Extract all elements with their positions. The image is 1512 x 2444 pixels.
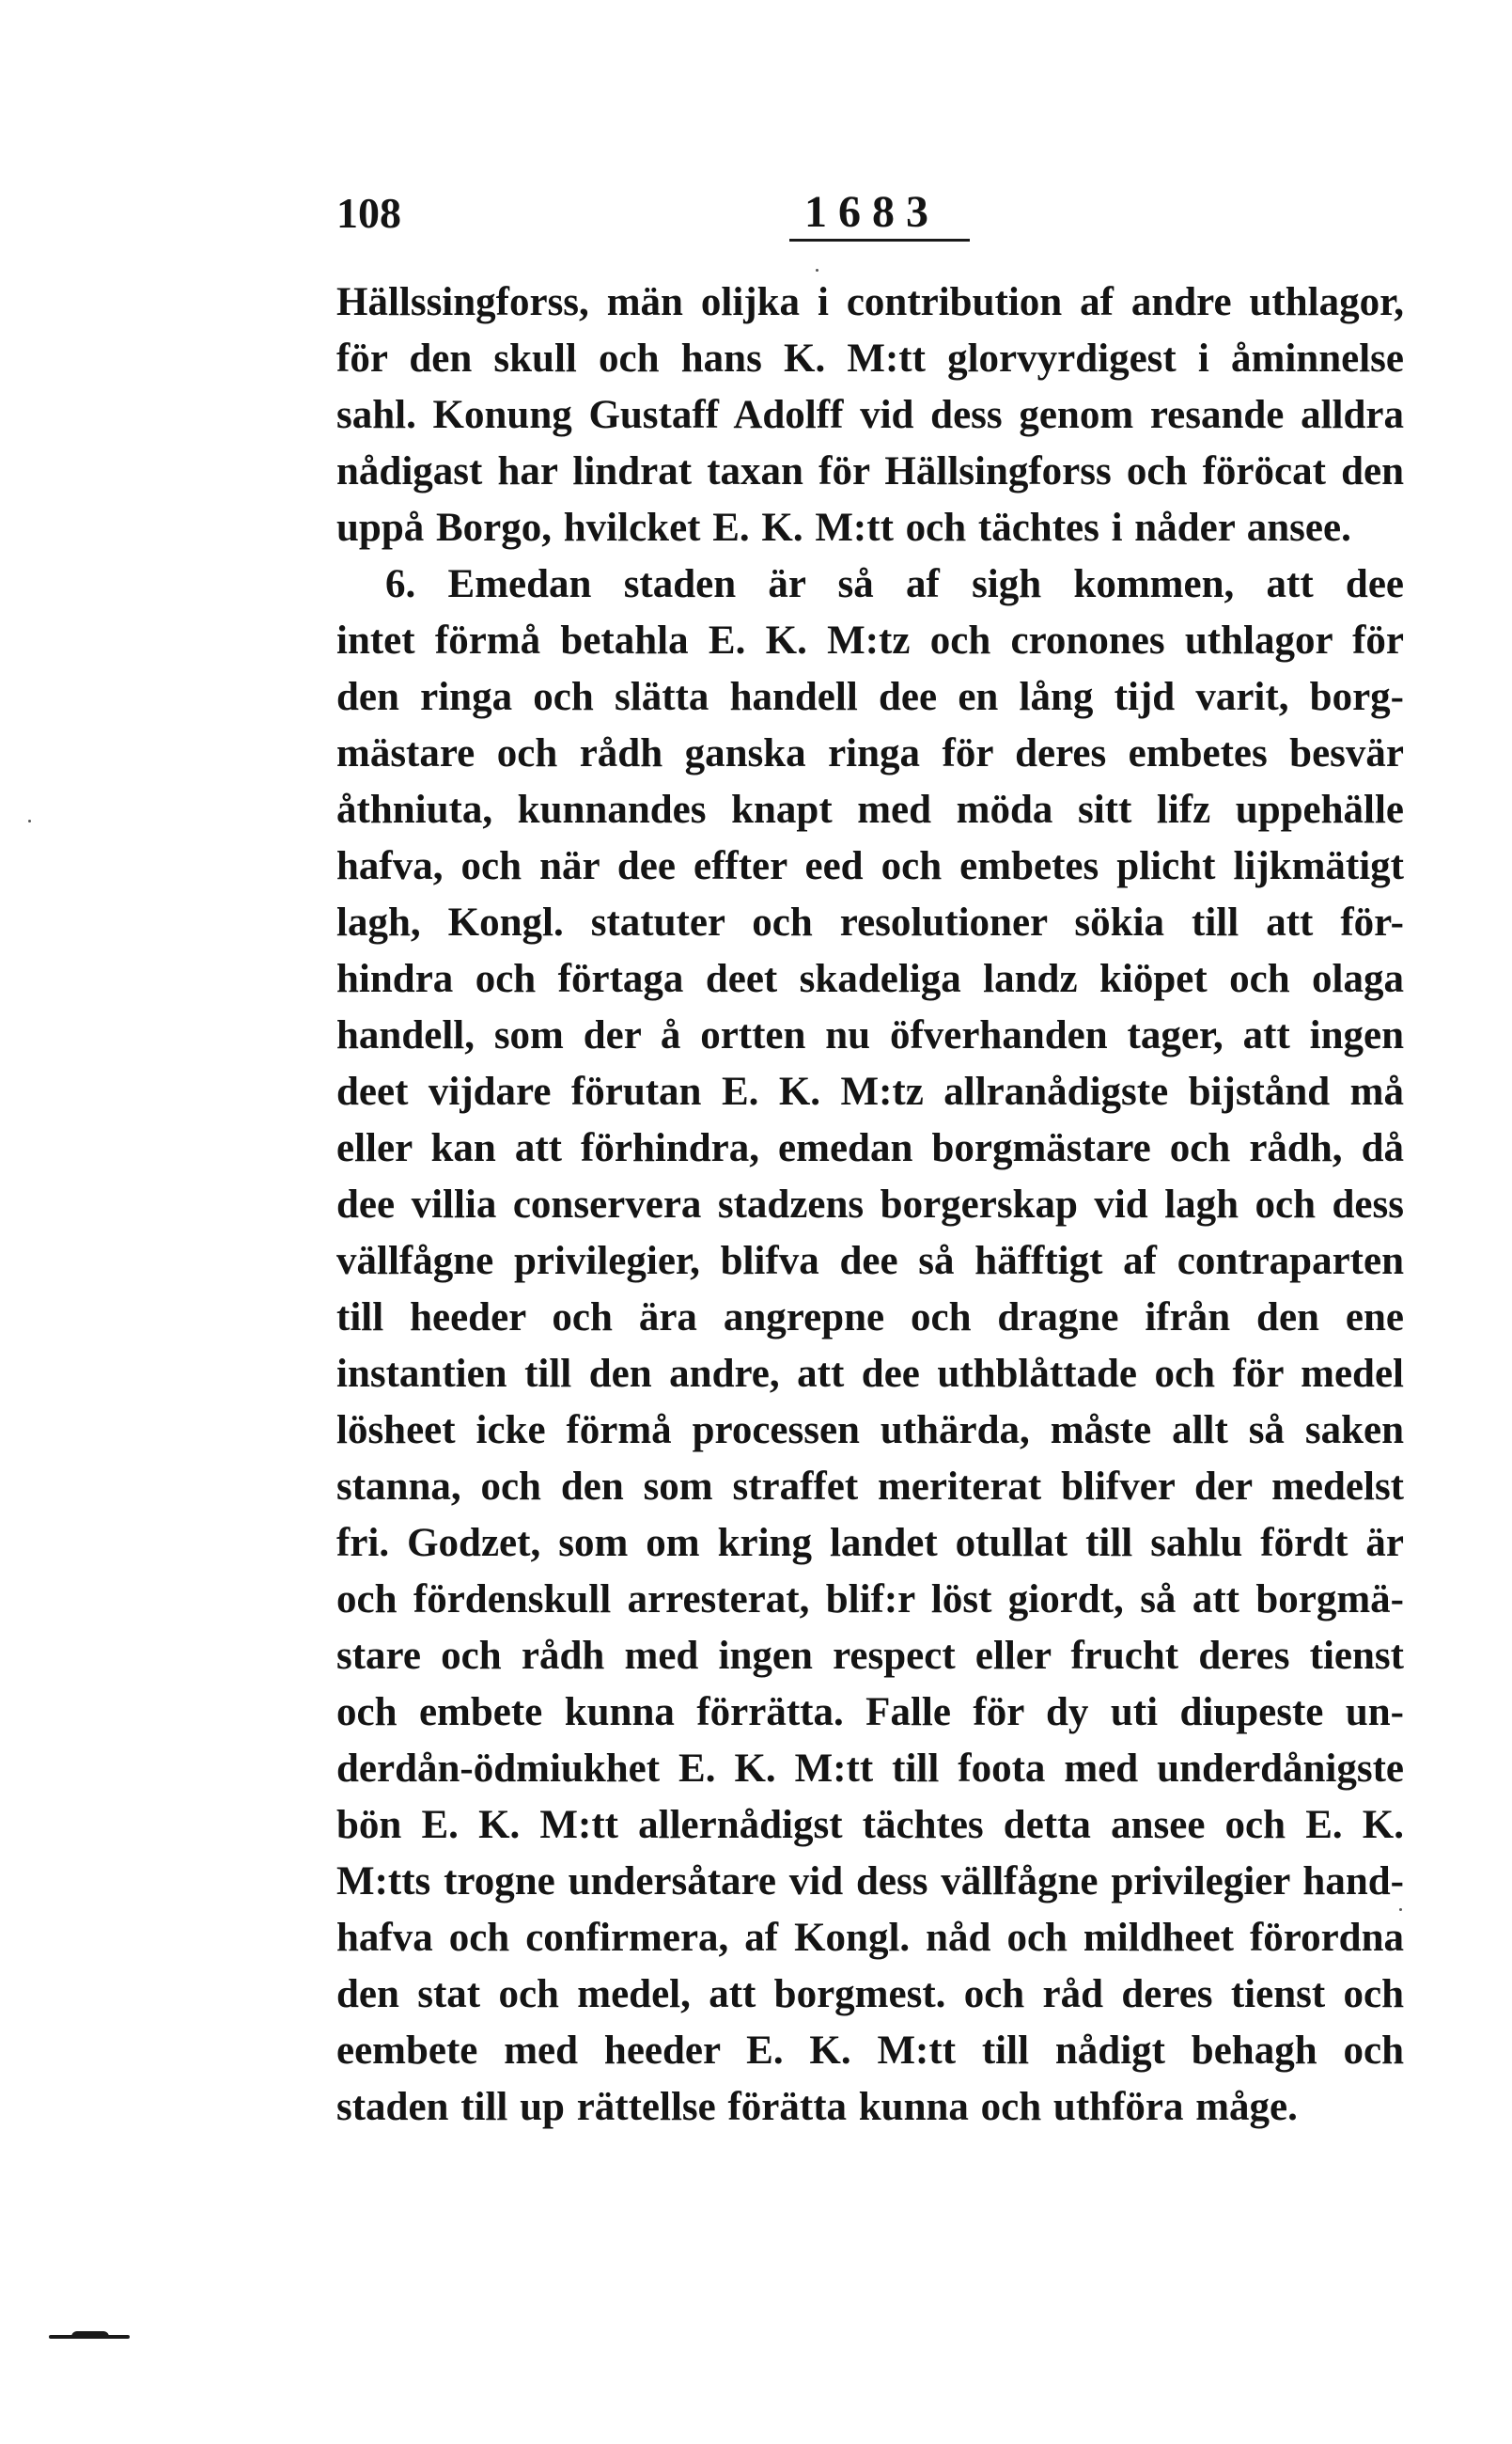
- text-line: hindra och förtaga deet skadeliga landz kiöpet och olaga: [336, 957, 1404, 1001]
- text-line: 6. Emedan staden är så af sigh kommen, att dee: [385, 562, 1404, 606]
- text-line: sahl. Konung Gustaff Adolff vid dess genom resande alldra: [336, 393, 1404, 437]
- text-line: åthniuta, kunnandes knapt med möda sitt lifz uppehälle: [336, 788, 1404, 832]
- text-line: mästare och rådh ganska ringa för deres embetes besvär: [336, 731, 1404, 776]
- text-line: hafva och confirmera, af Kongl. nåd och mildheet förordna: [336, 1916, 1404, 1960]
- text-line: staden till up rättellse förätta kunna och uthföra måge.: [336, 2085, 1298, 2129]
- text-line: M:tts trogne undersåtare vid dess vällfågne privilegier hand-: [336, 1859, 1404, 1904]
- text-line: och embete kunna förrätta. Falle för dy uti diupeste un-: [336, 1690, 1404, 1734]
- margin-mark: [49, 2335, 130, 2339]
- text-line: den stat och medel, att borgmest. och råd deres tienst och: [336, 1972, 1404, 2016]
- text-line: instantien till den andre, att dee uthblåttade och för medel: [336, 1352, 1404, 1396]
- body-text: [336, 274, 1404, 2136]
- scan-speck: [1399, 1908, 1402, 1911]
- text-line: vällfågne privilegier, blifva dee så häfftigt af contraparten: [336, 1239, 1404, 1283]
- text-line: deet vijdare förutan E. K. M:tz allranådigste bijstånd må: [336, 1070, 1404, 1114]
- text-line: hafva, och när dee effter eed och embetes plicht lijkmätigt: [336, 844, 1404, 888]
- text-line: lagh, Kongl. statuter och resolutioner sökia till att för-: [336, 901, 1404, 945]
- running-head-year: 1683: [804, 187, 940, 237]
- text-line: eller kan att förhindra, emedan borgmästare och rådh, då: [336, 1126, 1404, 1170]
- page-number: 108: [336, 189, 401, 237]
- running-head-rule: [789, 239, 970, 242]
- text-line: till heeder och ära angrepne och dragne ifrån den ene: [336, 1295, 1404, 1340]
- text-line: handell, som der å ortten nu öfverhanden tager, att ingen: [336, 1013, 1404, 1058]
- text-line: eembete med heeder E. K. M:tt till nådigt behagh och: [336, 2029, 1404, 2073]
- text-line: derdån-ödmiukhet E. K. M:tt till foota med underdånigste: [336, 1747, 1404, 1791]
- text-line: stare och rådh med ingen respect eller frucht deres tienst: [336, 1634, 1404, 1678]
- text-line: den ringa och slätta handell dee en lång tijd varit, borg-: [336, 675, 1404, 719]
- text-line: intet förmå betahla E. K. M:tz och cronones uthlagor för: [336, 619, 1404, 663]
- text-line: lösheet icke förmå processen uthärda, måste allt så saken: [336, 1408, 1404, 1452]
- text-line: Hällssingforss, män olijka i contribution af andre uthlagor,: [336, 280, 1404, 324]
- text-line: för den skull och hans K. M:tt glorvyrdigest i åminnelse: [336, 337, 1404, 381]
- text-line: bön E. K. M:tt allernådigst tächtes detta ansee och E. K.: [336, 1803, 1404, 1847]
- text-line: nådigast har lindrat taxan för Hällsingforss och föröcat den: [336, 449, 1404, 494]
- text-line: stanna, och den som straffet meriterat blifver der medelst: [336, 1465, 1404, 1509]
- scan-speck: [816, 269, 818, 272]
- text-line: fri. Godzet, som om kring landet otullat till sahlu fördt är: [336, 1521, 1404, 1565]
- scan-speck: [28, 820, 31, 822]
- text-line: uppå Borgo, hvilcket E. K. M:tt och tächtes i nåder ansee.: [336, 506, 1351, 550]
- text-line: dee villia conservera stadzens borgerskap vid lagh och dess: [336, 1183, 1404, 1227]
- text-line: och fördenskull arresterat, blif:r löst giordt, så att borgmä-: [336, 1577, 1404, 1622]
